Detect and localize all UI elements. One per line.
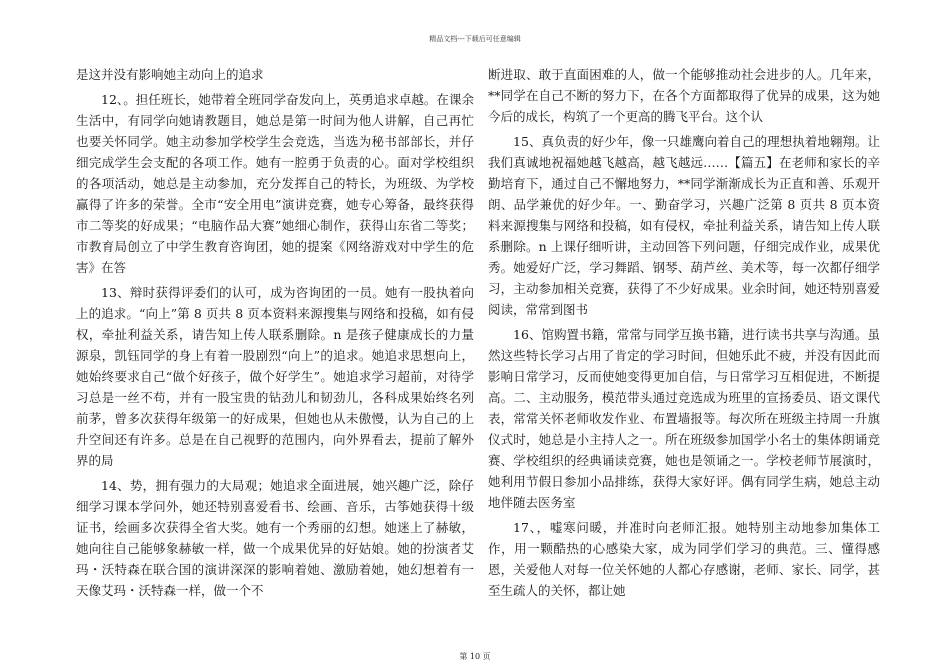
paragraph: 13、辩时获得评委们的认可，成为咨询团的一员。她有一股执着向上的追求。“向上”第 8 页共 8 页本资料来源搜集与网络和投稿，如有侵权，牵扯利益关系，请告知上传人联系删除。n 是孩子健康成长的力量源泉，凯钰同学的身上有着一股剧烈“向上”的追求。她追求思想向上，她始终要求自己“做个好孩子，做个好学生”。她追求学习超前，对待学习总是一丝不苟，并有一股宝贵的钻劲儿和韧劲儿，各科成果始终名列前茅，曾多次获得年级第一的好成果，但她也从未傲慢，认为自己的上升空间还有许多。总是在自己视野的范围内，向外界看去，提前了解外界的局 [76, 285, 474, 468]
paragraph: 16、馆购置书籍，常常与同学互换书籍，进行读书共享与沟通。虽然这些特长学习占用了肯定的学习时间，但她乐此不疲，并没有因此而影响日常学习，反而使她变得更加自信，与日常学习互相促进，不断提高。二、主动服务，模范带头通过竞选成为班里的宣扬委员、语文课代表，常常关怀老师收发作业、布置墙报等。每次所在班级主持周一升旗仪式时，她总是小主持人之一。所在班级参加国学小名士的集体朗诵竞赛、学校组织的经典诵读竞赛，她也是领诵之一。学校老师节展演时，她利用节假日参加小品排练，获得大家好评。偶有同学生病，她总主动地伴随去医务室 [488, 327, 880, 510]
paragraph: 断进取、敢于直面困难的人，做一个能够推动社会进步的人。几年来，**同学在自己不断的努力下，在各个方面都取得了优异的成果，这为她今后的成长，构筑了一个更高的腾飞平台。这个认 [488, 67, 880, 124]
page-number: 第 10 页 [459, 652, 491, 661]
right-column [488, 64, 880, 605]
paragraph: 15、真负责的好少年，像一只雄鹰向着自己的理想执着地翱翔。让我们真诚地祝福她越飞越高，越飞越远……【篇五】在老师和家长的辛勤培育下，通过自己不懈地努力，**同学渐渐成长为正直和善、乐观开朗、品学兼优的好少年。一、勤奋学习，兴趣广泛第 8 页共 8 页本资料来源搜集与网络和投稿，如有侵权，牵扯利益关系，请告知上传人联系删除。n 上课仔细听讲，主动回答下列问题，仔细完成作业，成果优秀。她爱好广泛，学习舞蹈、钢琴、葫芦丝、美术等，每一次都仔细学习，主动参加相关竞赛，获得了不少好成果。业余时间，她还特别喜爱阅读，常常到图书 [488, 134, 880, 317]
left-column [76, 64, 474, 605]
paragraph: 12、。担任班长，她带着全班同学奋发向上，英勇追求卓越。在课余生活中，有同学向她请教题目，她总是第一时间为他人讲解，自己再忙也要关怀同学。她主动参加学校学生会竞选，当选为秘书部部长，并仔细完成学生会支配的各项工作。她有一腔勇于负责的心。面对学校组织的各项活动，她总是主动参加，充分发挥自己的特长，为班级、为学校赢得了许多的荣誉。全市“安全用电”演讲竞赛，她专心筹备，最终获得市二等奖的好成果；“电脑作品大赛”她细心制作，获得山东省二等奖；市教育局创立了中学生教育咨询团，她的提案《网络游戏对中学生的危害》在答 [76, 92, 474, 275]
paragraph: 是这并没有影响她主动向上的追求 [76, 67, 264, 82]
page-header: 精品文档---下载后可任意编辑 [429, 35, 521, 43]
paragraph: 14、势，拥有强力的大局观；她追求全面进展，她兴趣广泛，除仔细学习课本学问外，她还特别喜爱看书、绘画、音乐，古筝她获得十级证书，绘画多次获得全省大奖。她有一个秀丽的幻想。她迷上了赫敏，她向往自己能够象赫敏一样，做一个成果优异的好姑娘。她的扮演者艾玛・沃特森在联合国的演讲深深的影响着她、激励着她，她幻想着有一天像艾玛・沃特森一样，做一个不 [76, 478, 474, 598]
paragraph: 17、，嘘寒问暖，并准时向老师汇报。她特别主动地参加集体工作，用一颗酷热的心感染大家，成为同学们学习的典范。三、懂得感恩，关爱他人对每一位关怀她的人都心存感谢，老师、家长、同学，甚至生疏人的关怀，都让她 [488, 520, 880, 598]
